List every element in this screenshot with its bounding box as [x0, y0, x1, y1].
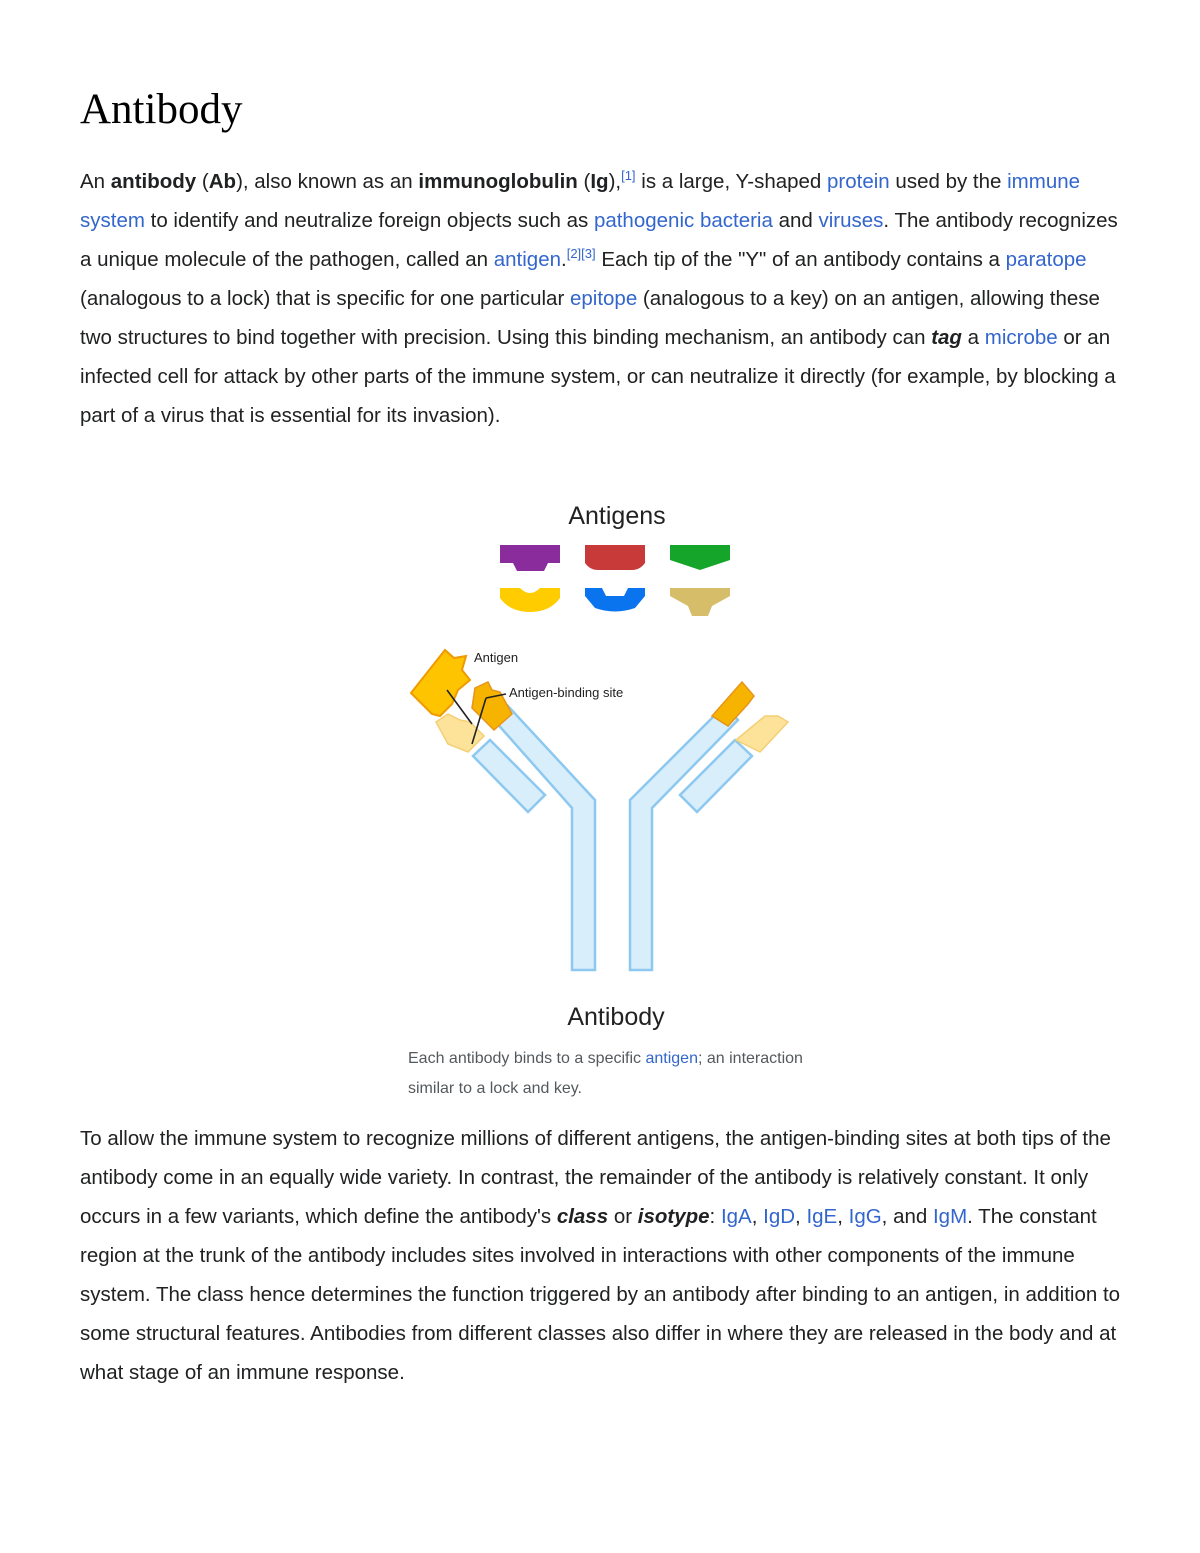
term-class: class [556, 1205, 609, 1228]
antigen-shape-purple [500, 545, 560, 571]
link-antigen[interactable]: antigen [493, 248, 561, 271]
antibody-heading: Antibody [567, 1003, 665, 1031]
link-igm[interactable]: IgM [932, 1205, 968, 1228]
link-viruses[interactable]: viruses [818, 209, 884, 232]
heavy-variable-right [712, 682, 754, 726]
link-ige[interactable]: IgE [806, 1205, 838, 1228]
antibody-diagram[interactable] [400, 495, 830, 1031]
heavy-chain-left [494, 706, 595, 970]
link-immune-system[interactable]: immune system [80, 170, 1081, 232]
reference-link-3[interactable]: [3] [581, 246, 596, 262]
term-tag: tag [931, 326, 962, 349]
link-igg[interactable]: IgG [848, 1205, 882, 1228]
term-ig: Ig [590, 170, 609, 193]
caption-link-antigen[interactable]: antigen [645, 1050, 698, 1067]
antigen-shape-yellow [500, 588, 560, 612]
heavy-chain-right [630, 706, 738, 970]
antigen-shape-tan [670, 588, 730, 616]
page-title: Antibody [80, 86, 243, 133]
link-epitope[interactable]: epitope [569, 287, 638, 310]
figure-caption: Each antibody binds to a specific antigen; an interaction similar to a lock and key. [408, 1050, 803, 1097]
reference-link-1[interactable]: [1] [621, 168, 636, 184]
antigen-shape-red [585, 545, 645, 570]
bound-antigen [411, 650, 470, 716]
antigen-shape-green [670, 545, 730, 570]
term-isotype: isotype [637, 1205, 710, 1228]
link-pathogenic-bacteria[interactable]: pathogenic bacteria [593, 209, 773, 232]
antigen-shape-blue [585, 588, 645, 612]
antigen-callout: Antigen [474, 650, 519, 665]
link-iga[interactable]: IgA [720, 1205, 752, 1228]
link-protein[interactable]: protein [827, 170, 890, 193]
link-paratope[interactable]: paratope [1005, 248, 1087, 271]
link-igd[interactable]: IgD [763, 1205, 796, 1228]
light-variable-left [436, 714, 484, 752]
term-immunoglobulin: immunoglobulin [418, 170, 578, 193]
antigens-heading: Antigens [568, 502, 666, 530]
link-microbe[interactable]: microbe [984, 326, 1058, 349]
intro-paragraph: An antibody (Ab), also known as an immunoglobulin (Ig),[1] is a large, Y-shaped protein used by the immune system to identify and neutralize foreign objects such as pathogenic bacteria and viruses. The antibody recognizes a unique molecule of the pathogen, called an antigen.[2][3] Each tip of the "Y" of an antibody contains a paratope (analogous to a lock) that is specific for one particular epitope (analogous to a key) on an antigen, allowing these two structures to bind together with precision. Using this binding mechanism, an antibody can tag a microbe or an infected cell for attack by other parts of the immune system, or can neutralize it directly (for example, by blocking a part of a virus that is essential for its invasion). [80, 168, 1118, 427]
isotype-paragraph: To allow the immune system to recognize millions of different antigens, the antigen-binding sites at both tips of the antibody come in an equally wide variety. In contrast, the remainder of the antibody is relatively constant. It only occurs in a few variants, which define the antibody's class or isotype: IgA, IgD, IgE, IgG, and IgM. The constant region at the trunk of the antibody includes sites involved in interactions with other components of the immune system. The class hence determines the function triggered by an antibody after binding to an antigen, in addition to some structural features. Antibodies from different classes also differ in where they are released in the body and at what stage of an immune response. [80, 1127, 1121, 1384]
term-antibody: antibody [110, 170, 197, 193]
term-ab: Ab [208, 170, 237, 193]
binding-site-callout: Antigen-binding site [509, 685, 624, 700]
reference-link-2[interactable]: [2] [566, 246, 582, 262]
